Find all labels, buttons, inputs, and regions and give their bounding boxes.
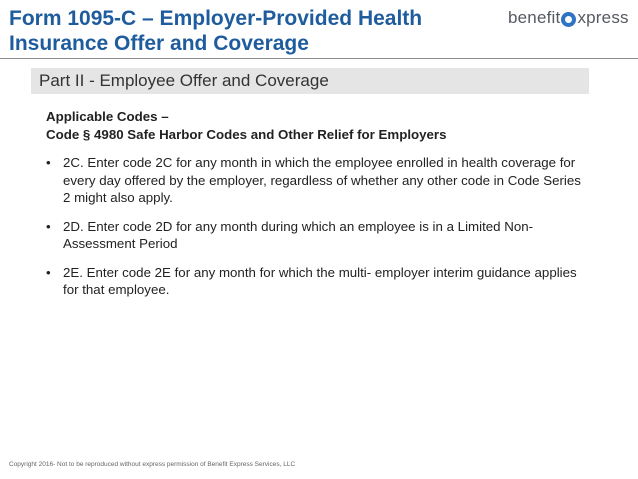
page-title — [9, 6, 479, 56]
section-title: Part II - Employee Offer and Coverage — [39, 71, 329, 90]
content-body — [46, 108, 586, 299]
bullet-text: 2D. Enter code 2D for any month during which an employee is in a Limited Non-Assessment Period — [63, 218, 534, 251]
e-circle-logo-icon — [561, 12, 576, 27]
copyright-footer: Copyright 2016- Not to be reproduced without express permission of Benefit Express Services, LLC — [9, 461, 296, 468]
codes-heading — [46, 108, 586, 143]
bullet-text: 2C. Enter code 2C for any month in which the employee enrolled in health coverage for every day offered by the employer, regardless of whether any other code in Code Series 2 might also apply. — [63, 155, 581, 205]
logo-word-xpress: xpress — [577, 8, 629, 27]
page-title-line-2: Insurance Offer and Coverage — [9, 32, 309, 55]
header-divider — [0, 58, 638, 59]
bullet-item-2c — [46, 154, 586, 207]
page-title-line-1: Form 1095-C – Employer-Provided Health — [9, 7, 423, 30]
codes-heading-line-2: Code § 4980 Safe Harbor Codes and Other Relief for Employers — [46, 126, 447, 142]
codes-heading-line-1: Applicable Codes – — [46, 109, 169, 124]
bullet-dot-icon: • — [46, 218, 51, 234]
benefit-express-logo — [508, 5, 629, 31]
logo-word-benefit: benefit — [508, 8, 561, 27]
bullet-dot-icon: • — [46, 155, 51, 170]
bullet-item-2e — [46, 264, 586, 299]
bullet-item-2d — [46, 218, 586, 253]
bullet-text: 2E. Enter code 2E for any month for which the multi- employer interim guidance applies for that employee. — [63, 264, 577, 297]
bullet-dot-icon: • — [46, 264, 51, 280]
section-header — [31, 68, 589, 94]
